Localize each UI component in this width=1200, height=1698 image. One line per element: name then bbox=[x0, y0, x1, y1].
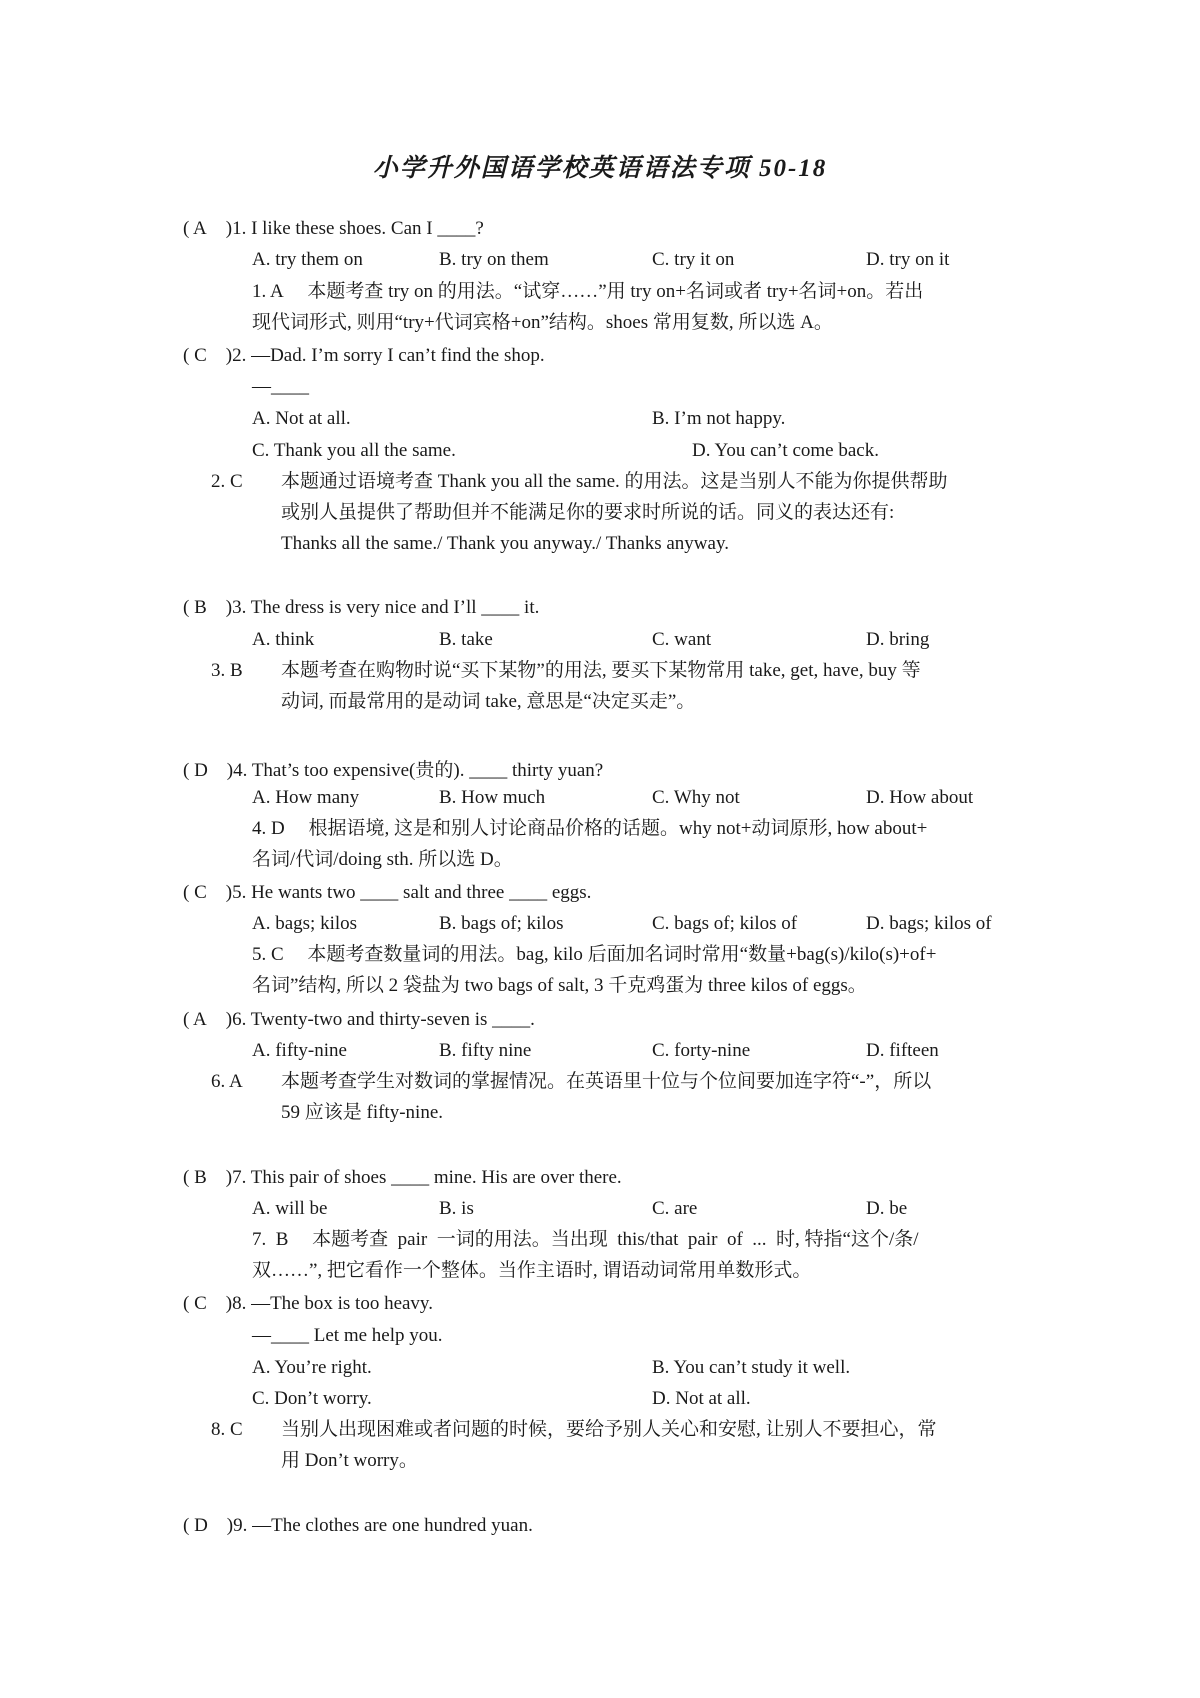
question-1 bbox=[183, 218, 484, 240]
explanation-line: 1. A 本题考查 try on 的用法。“试穿……”用 try on+名词或者 try+名词+on。若出 bbox=[252, 281, 924, 302]
option-b: B. fifty nine bbox=[439, 1040, 532, 1061]
explanation-line: 4. D 根据语境, 这是和别人讨论商品价格的话题。why not+动词原形, how about+ bbox=[252, 818, 928, 839]
option-d: D. fifteen bbox=[866, 1040, 939, 1061]
explanation-line: 用 Don’t worry。 bbox=[281, 1450, 418, 1471]
answer-key: ( A )1. bbox=[183, 218, 247, 239]
explanation-line: 双……”, 把它看作一个整体。当作主语时, 谓语动词常用单数形式。 bbox=[252, 1260, 812, 1281]
option-b: B. is bbox=[439, 1198, 474, 1219]
question-stem: —The box is too heavy. bbox=[251, 1293, 433, 1314]
question-7 bbox=[183, 1167, 622, 1189]
explanation-1 bbox=[252, 276, 923, 338]
option-a: A. will be bbox=[252, 1198, 328, 1219]
explanation-line: 本题通过语境考查 Thank you all the same. 的用法。这是当别人不能为你提供帮助 bbox=[281, 471, 948, 492]
question-5 bbox=[183, 882, 591, 904]
answer-key: ( A )6. bbox=[183, 1009, 247, 1030]
answer-key: ( B )3. bbox=[183, 597, 247, 618]
question-stem: The dress is very nice and I’ll ____ it. bbox=[250, 597, 540, 618]
explanation-5 bbox=[252, 939, 936, 1001]
explanation-line: 本题考查学生对数词的掌握情况。在英语里十位与个位间要加连字符“-”，所以 bbox=[281, 1071, 932, 1092]
question-3 bbox=[183, 597, 539, 619]
explanation-6 bbox=[281, 1066, 931, 1128]
dialogue-reply: —____ Let me help you. bbox=[252, 1325, 443, 1346]
question-stem: This pair of shoes ____ mine. His are over there. bbox=[250, 1167, 622, 1188]
option-b: B. I’m not happy. bbox=[652, 408, 786, 429]
option-b: B. You can’t study it well. bbox=[652, 1357, 851, 1378]
option-d: D. How about bbox=[866, 787, 974, 808]
explanation-line: 名词”结构, 所以 2 袋盐为 two bags of salt, 3 千克鸡蛋为 three kilos of eggs。 bbox=[252, 975, 867, 996]
option-a: A. think bbox=[252, 629, 315, 650]
option-c: C. Don’t worry. bbox=[252, 1388, 372, 1409]
dialogue-reply: —____ bbox=[252, 376, 309, 397]
option-a: A. You’re right. bbox=[252, 1357, 372, 1378]
question-6 bbox=[183, 1009, 535, 1031]
explanation-line: 59 应该是 fifty-nine. bbox=[281, 1102, 444, 1123]
option-d: D. Not at all. bbox=[652, 1388, 751, 1409]
question-stem: Twenty-two and thirty-seven is ____. bbox=[250, 1009, 535, 1030]
option-b: B. bags of; kilos bbox=[439, 913, 564, 934]
option-c: C. bags of; kilos of bbox=[652, 913, 798, 934]
explanation-head: 8. C bbox=[211, 1419, 243, 1440]
answer-key: ( C )5. bbox=[183, 882, 247, 903]
question-stem: That’s too expensive(贵的). ____ thirty yuan? bbox=[251, 760, 604, 781]
answer-key: ( C )2. bbox=[183, 345, 247, 366]
question-stem: He wants two ____ salt and three ____ eggs. bbox=[251, 882, 592, 903]
explanation-line: 名词/代词/doing sth. 所以选 D。 bbox=[252, 849, 513, 870]
answer-key: ( D )9. bbox=[183, 1515, 248, 1536]
explanation-line: 5. C 本题考查数量词的用法。bag, kilo 后面加名词时常用“数量+bag(s)/kilo(s)+of+ bbox=[252, 944, 937, 965]
question-9 bbox=[183, 1515, 533, 1537]
explanation-line: 7. B 本题考查 pair 一词的用法。当出现 this/that pair of ... 时, 特指“这个/条/ bbox=[252, 1229, 919, 1250]
question-4 bbox=[183, 755, 603, 782]
explanation-8 bbox=[281, 1414, 937, 1476]
option-d: D. You can’t come back. bbox=[692, 440, 879, 461]
option-c: C. forty-nine bbox=[652, 1040, 751, 1061]
explanation-line: 现代词形式, 则用“try+代词宾格+on”结构。shoes 常用复数, 所以选 A。 bbox=[252, 312, 833, 333]
answer-key: ( D )4. bbox=[183, 760, 248, 781]
option-d: D. be bbox=[866, 1198, 908, 1219]
explanation-4 bbox=[252, 813, 927, 875]
answer-key: ( C )8. bbox=[183, 1293, 247, 1314]
option-c: C. Thank you all the same. bbox=[252, 440, 456, 461]
option-a: A. bags; kilos bbox=[252, 913, 358, 934]
option-a: A. Not at all. bbox=[252, 408, 351, 429]
question-8 bbox=[183, 1293, 433, 1315]
answer-key: ( B )7. bbox=[183, 1167, 247, 1188]
question-2 bbox=[183, 345, 545, 367]
option-a: A. fifty-nine bbox=[252, 1040, 347, 1061]
explanation-2 bbox=[281, 466, 948, 559]
question-stem: —The clothes are one hundred yuan. bbox=[252, 1515, 533, 1536]
explanation-head: 3. B bbox=[211, 660, 243, 681]
option-d: D. bring bbox=[866, 629, 930, 650]
option-c: C. want bbox=[652, 629, 712, 650]
option-d: D. bags; kilos of bbox=[866, 913, 992, 934]
question-stem: I like these shoes. Can I ____? bbox=[251, 218, 484, 239]
explanation-line: Thanks all the same./ Thank you anyway./ Thanks anyway. bbox=[281, 533, 729, 554]
explanation-line: 动词, 而最常用的是动词 take, 意思是“决定买走”。 bbox=[281, 691, 696, 712]
explanation-line: 本题考查在购物时说“买下某物”的用法, 要买下某物常用 take, get, have, buy 等 bbox=[281, 660, 921, 681]
document-title: 小学升外国语学校英语语法专项 50-18 bbox=[372, 155, 828, 182]
option-b: B. How much bbox=[439, 787, 546, 808]
explanation-line: 或别人虽提供了帮助但并不能满足你的要求时所说的话。同义的表达还有: bbox=[281, 502, 895, 523]
explanation-3 bbox=[281, 655, 921, 717]
option-b: B. try on them bbox=[439, 249, 549, 270]
option-c: C. try it on bbox=[652, 249, 735, 270]
option-b: B. take bbox=[439, 629, 493, 650]
explanation-head: 6. A bbox=[211, 1071, 243, 1092]
option-c: C. Why not bbox=[652, 787, 740, 808]
explanation-head: 2. C bbox=[211, 471, 243, 492]
option-d: D. try on it bbox=[866, 249, 950, 270]
option-c: C. are bbox=[652, 1198, 698, 1219]
explanation-7 bbox=[252, 1224, 919, 1286]
question-stem: —Dad. I’m sorry I can’t find the shop. bbox=[251, 345, 545, 366]
explanation-line: 当别人出现困难或者问题的时候，要给予别人关心和安慰, 让别人不要担心，常 bbox=[281, 1419, 937, 1440]
option-a: A. How many bbox=[252, 787, 360, 808]
option-a: A. try them on bbox=[252, 249, 363, 270]
